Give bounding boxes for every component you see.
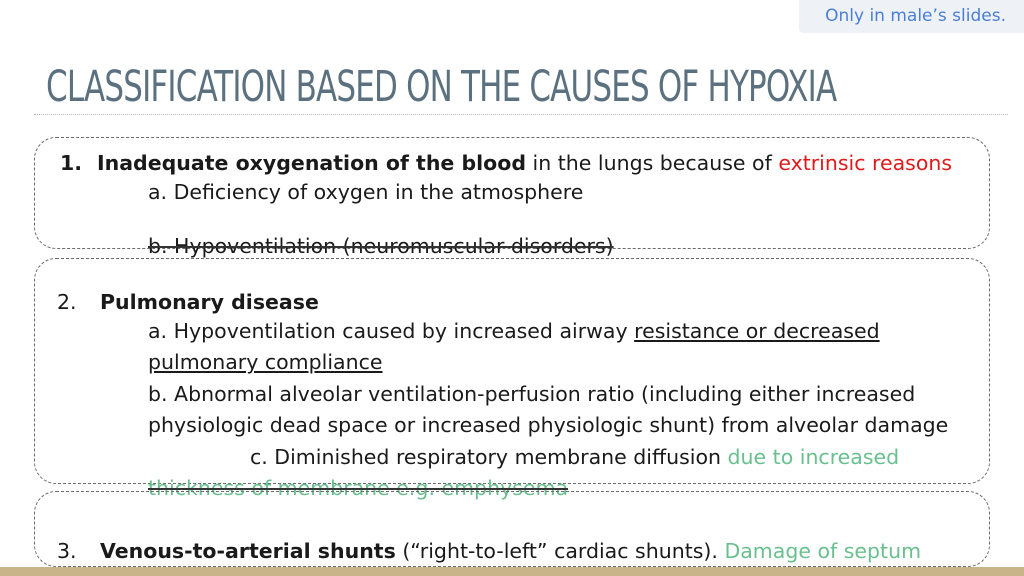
item1-red: extrinsic reasons: [778, 151, 953, 175]
item1-a: a. Deficiency of oxygen in the atmosphere: [148, 180, 584, 204]
item2-b-line1: b. Abnormal alveolar ventilation-perfusion ratio (including either increased: [148, 382, 916, 406]
item2-b-line2: physiologic dead space or increased physiologic shunt) from alveolar damage: [148, 413, 949, 437]
footer-bar: [0, 567, 1024, 576]
item2-c-green2: thickness of membrane e.g. emphysema: [148, 476, 569, 500]
item3-number: 3.: [57, 539, 77, 563]
item2-a-underline2: pulmonary compliance: [148, 350, 383, 374]
item2-c-text: c. Diminished respiratory membrane diffusion: [250, 445, 728, 469]
item3-heading: [100, 537, 921, 565]
item1-b: b. Hypoventilation (neuromuscular disorders): [148, 234, 614, 258]
male-slides-badge: Only in male’s slides.: [799, 0, 1024, 33]
item1-bold: Inadequate oxygenation of the blood: [97, 151, 527, 175]
item3-text: (“right-to-left” cardiac shunts).: [395, 539, 725, 563]
item1-text: in the lungs because of: [526, 151, 779, 175]
item2-bold: Pulmonary disease: [100, 290, 319, 314]
item2-c: [250, 443, 899, 471]
item1-heading: [97, 149, 952, 177]
item1-number: 1.: [60, 151, 83, 175]
item3-green: Damage of septum: [724, 539, 922, 563]
item3-bold: Venous-to-arterial shunts: [100, 539, 396, 563]
page-title: CLASSIFICATION BASED ON THE CAUSES OF HYPOXIA: [46, 62, 837, 112]
item2-number: 2.: [57, 290, 77, 314]
item2-c-green: due to increased: [727, 445, 900, 469]
item2-a-text: a. Hypoventilation caused by increased airway: [148, 319, 635, 343]
item2-a-underline1: resistance or decreased: [634, 319, 880, 343]
title-divider: [34, 114, 1008, 115]
item2-a: [148, 317, 880, 345]
